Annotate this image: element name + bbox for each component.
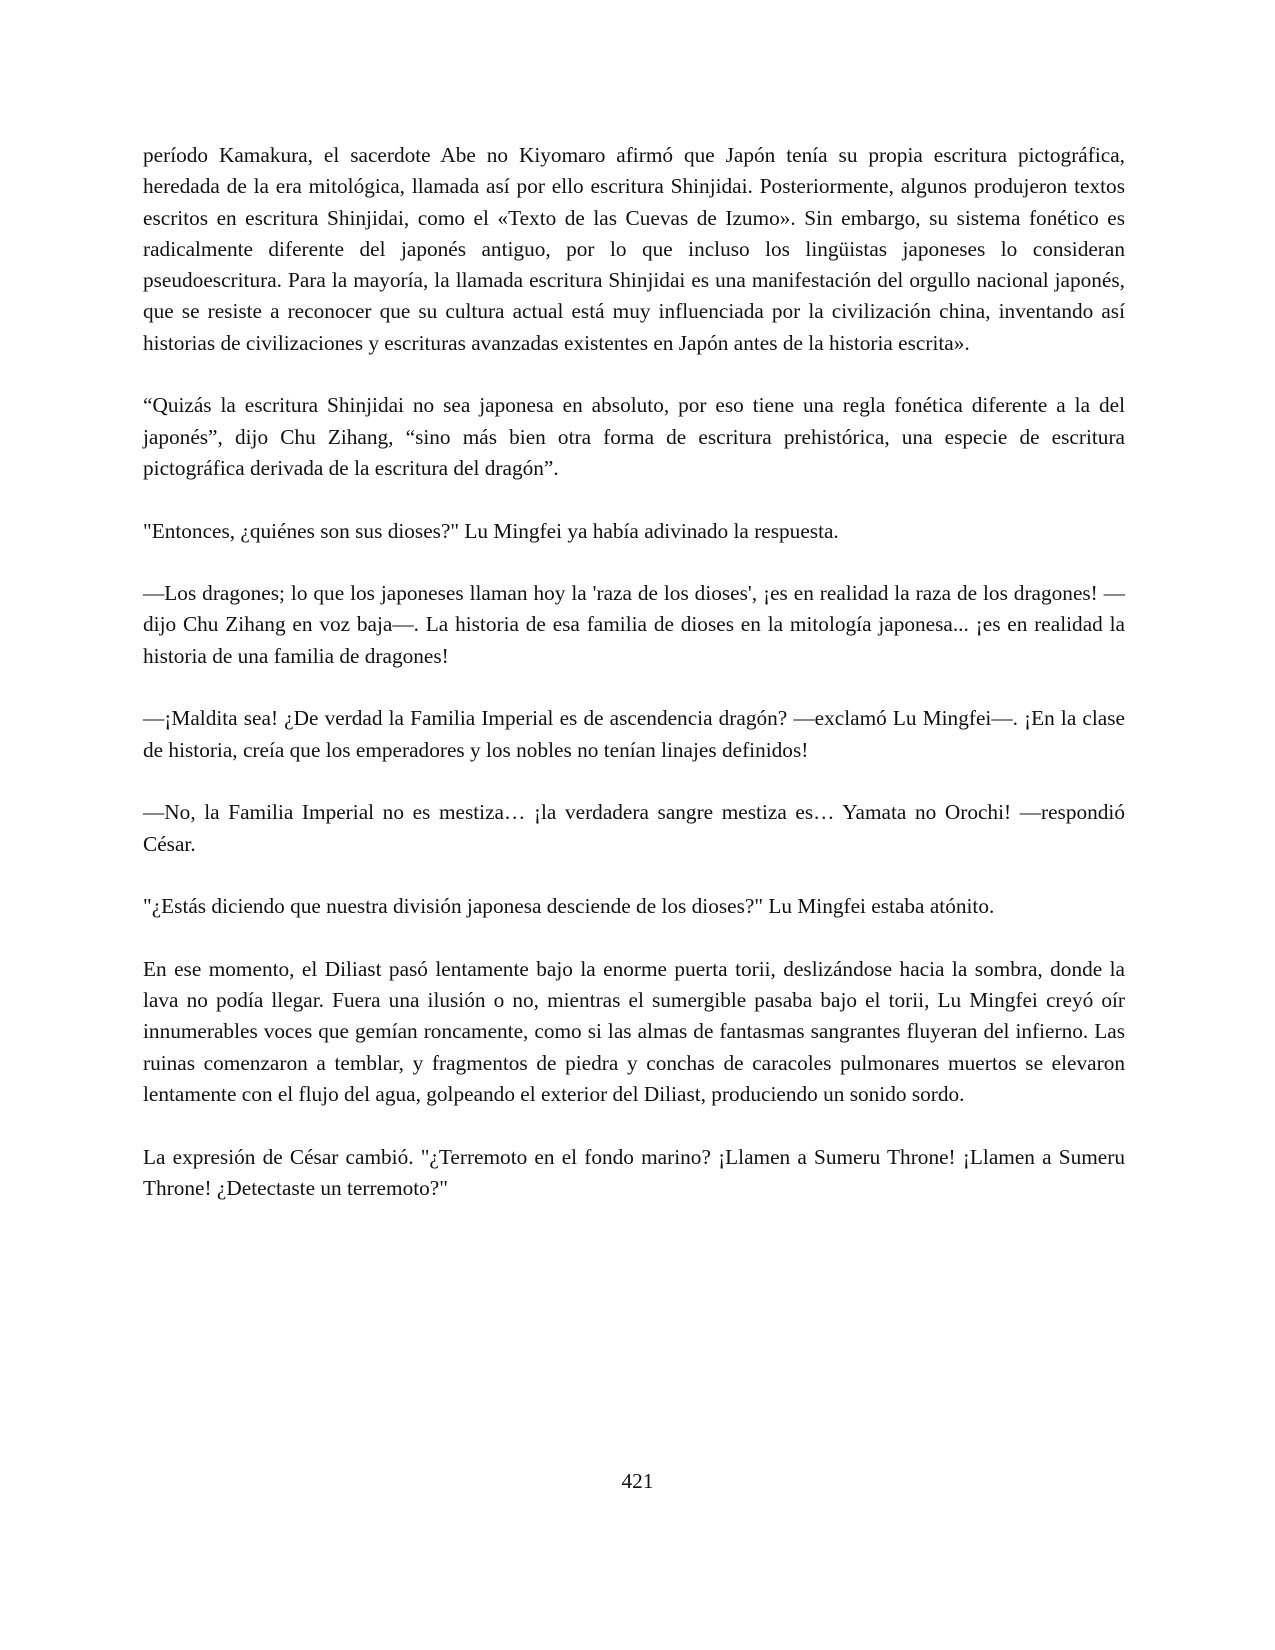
paragraph: período Kamakura, el sacerdote Abe no Kiyomaro afirmó que Japón tenía su propia escritura pictográfica, heredada de la era mitológica, llamada así por ello escritura Shinjidai. Posteriormente, algunos produjeron textos escritos en escritura Shinjidai, como el «Texto de las Cuevas de Izumo». Sin embargo, su sistema fonético es radicalmente diferente del japonés antiguo, por lo que incluso los lingüistas japoneses lo consideran pseudoescritura. Para la mayoría, la llamada escritura Shinjidai es una manifestación del orgullo nacional japonés, que se resiste a reconocer que su cultura actual está muy influenciada por la civilización china, inventando así historias de civilizaciones y escrituras avanzadas existentes en Japón antes de la historia escrita». [143, 143, 1125, 355]
paragraph: —No, la Familia Imperial no es mestiza… ¡la verdadera sangre mestiza es… Yamata no Orochi! —respondió César. [143, 800, 1125, 856]
paragraph: La expresión de César cambió. "¿Terremoto en el fondo marino? ¡Llamen a Sumeru Throne! ¡Llamen a Sumeru Throne! ¿Detectaste un terremoto?" [143, 1144, 1125, 1200]
paragraph: "¿Estás diciendo que nuestra división japonesa desciende de los dioses?" Lu Mingfei estaba atónito. [143, 894, 995, 919]
paragraph: —Los dragones; lo que los japoneses llaman hoy la 'raza de los dioses', ¡es en realidad la raza de los dragones! —dijo Chu Zihang en voz baja—. La historia de esa familia de dioses en la mitología japonesa... ¡es en realidad la historia de una familia de dragones! [143, 581, 1125, 668]
paragraph: —¡Maldita sea! ¿De verdad la Familia Imperial es de ascendencia dragón? —exclamó Lu Mingfei—. ¡En la clase de historia, creía que los emperadores y los nobles no tenían linajes definidos! [143, 706, 1125, 762]
paragraph: "Entonces, ¿quiénes son sus dioses?" Lu Mingfei ya había adivinado la respuesta. [143, 518, 839, 543]
page-number: 421 [621, 1469, 654, 1493]
paragraph: “Quizás la escritura Shinjidai no sea japonesa en absoluto, por eso tiene una regla fonética diferente a la del japonés”, dijo Chu Zihang, “sino más bien otra forma de escritura prehistórica, una especie de escritura pictográfica derivada de la escritura del dragón”. [143, 393, 1125, 480]
body-text [143, 140, 1125, 1235]
paragraph: En ese momento, el Diliast pasó lentamente bajo la enorme puerta torii, deslizándose hacia la sombra, donde la lava no podía llegar. Fuera una ilusión o no, mientras el sumergible pasaba bajo el torii, Lu Mingfei creyó oír innumerables voces que gemían roncamente, como si las almas de fantasmas sangrantes fluyeran del infierno. Las ruinas comenzaron a temblar, y fragmentos de piedra y conchas de caracoles pulmonares muertos se elevaron lentamente con el flujo del agua, golpeando el exterior del Diliast, produciendo un sonido sordo. [143, 956, 1125, 1106]
